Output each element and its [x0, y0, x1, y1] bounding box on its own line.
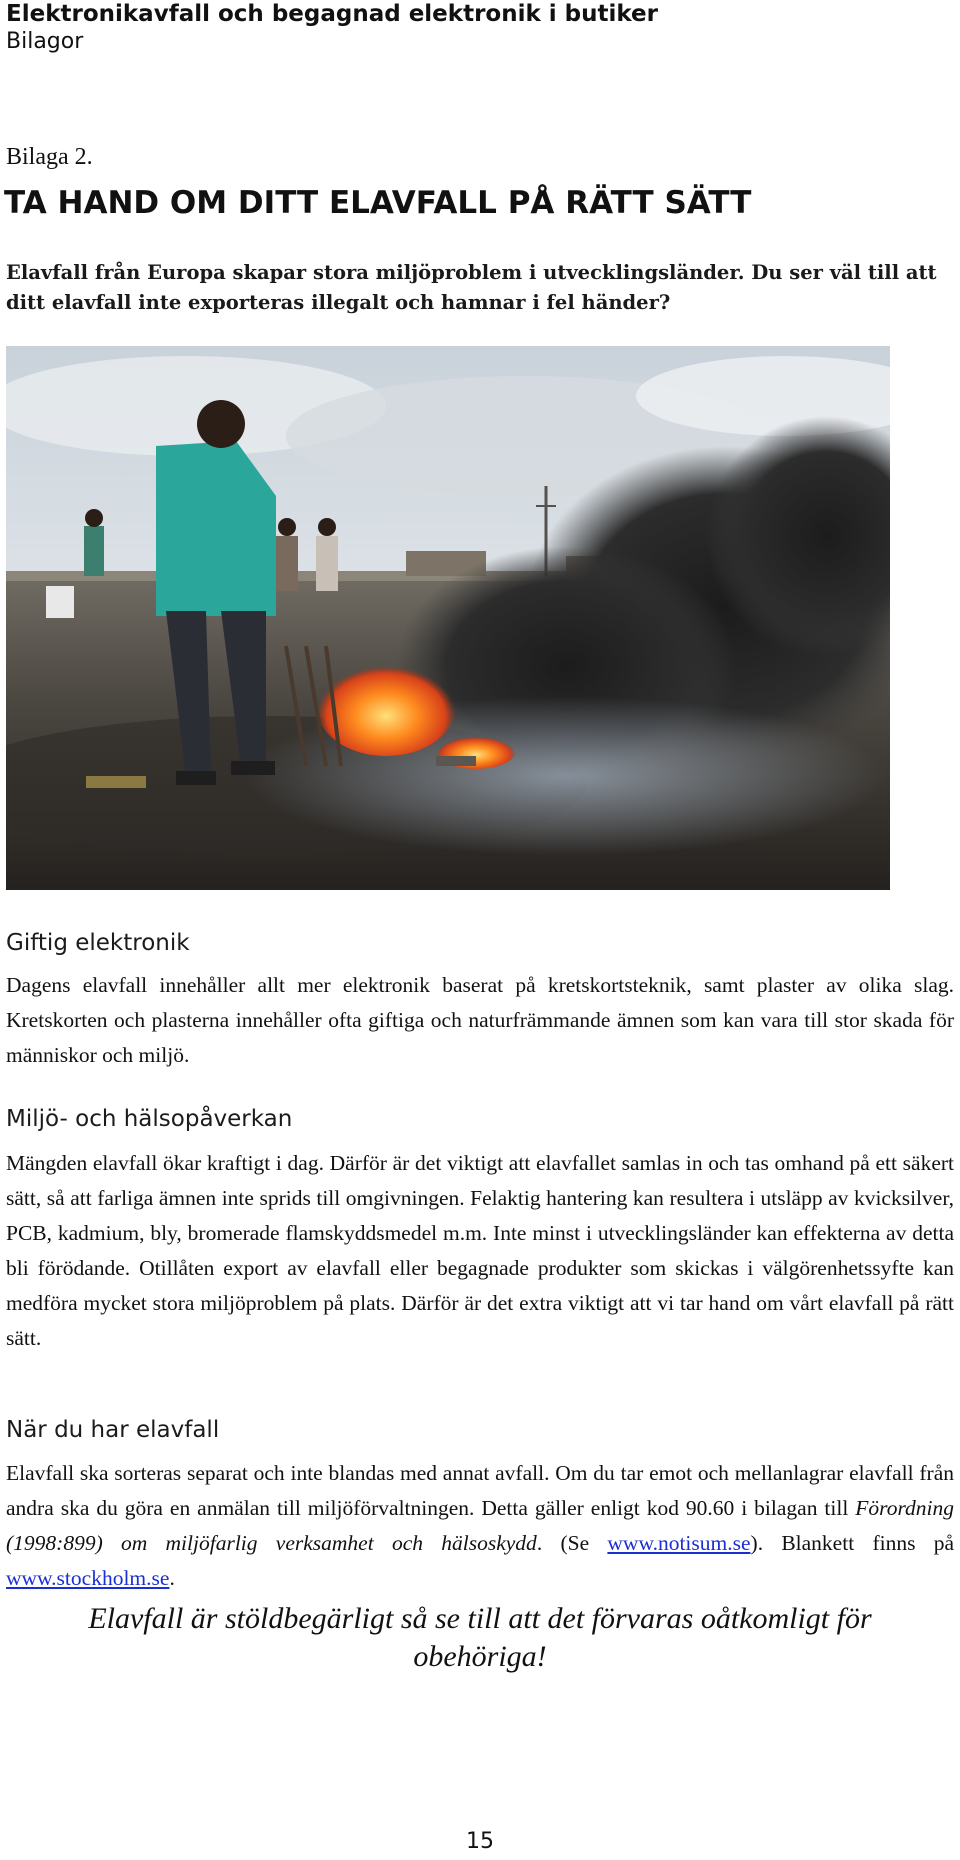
- page-number: 15: [466, 1829, 494, 1854]
- text-segment: .: [169, 1566, 175, 1590]
- text-segment: . (Se: [536, 1531, 608, 1555]
- section-heading-nar-du-har-elavfall: När du har elavfall: [6, 1417, 220, 1443]
- text-segment: Elavfall ska sorteras separat och inte blandas med annat avfall. Om du tar emot och mellanlagrar elavfall från andra ska du göra en anmälan till miljöförvaltningen. Detta gäller enligt kod 90.60 i bilagan till: [6, 1461, 954, 1520]
- section-heading-miljo-halsopaverkan: Miljö- och hälsopåverkan: [6, 1106, 293, 1132]
- main-heading: TA HAND OM DITT ELAVFALL PÅ RÄTT SÄTT: [4, 185, 752, 221]
- notisum-link[interactable]: www.notisum.se: [607, 1531, 751, 1555]
- text-segment: ). Blankett finns på: [750, 1531, 954, 1555]
- section-text-giftig-elektronik: Dagens elavfall innehåller allt mer elektronik baserat på kretskortsteknik, samt plaster av olika slag. Kretskorten och plasterna innehåller ofta giftiga och naturfrämmande ämnen som kan vara till stor skada för människor och miljö.: [6, 973, 954, 1067]
- regulation-title: Förordning (1998:899) om miljöfarlig verksamhet och hälsoskydd: [6, 1496, 954, 1555]
- appendix-label: Bilaga 2.: [6, 144, 93, 170]
- section-text-nar-du-har-elavfall: [6, 1456, 954, 1596]
- closing-warning: Elavfall är stöldbegärligt så se till att det förvaras oåtkomligt för obehöriga!: [88, 1602, 872, 1673]
- section-heading-giftig-elektronik: Giftig elektronik: [6, 930, 190, 956]
- intro-paragraph: Elavfall från Europa skapar stora miljöproblem i utvecklingsländer. Du ser väl till att ditt elavfall inte exporteras illegalt och hamnar i fel händer?: [6, 261, 937, 314]
- ewaste-burning-photo: [6, 346, 890, 890]
- document-subtitle: Bilagor: [6, 29, 84, 54]
- section-text-miljo-halsopaverkan: Mängden elavfall ökar kraftigt i dag. Därför är det viktigt att elavfallet samlas in och tas omhand på ett säkert sätt, så att farliga ämnen inte sprids till omgivningen. Felaktig hantering kan resultera i utsläpp av kvicksilver, PCB, kadmium, bly, bromerade flamskyddsmedel m.m. Inte minst i utvecklingsländer kan effekterna av detta bli förödande. Otillåten export av elavfall eller begagnade produkter som skickas i välgörenhetssyfte kan medföra mycket stora miljöproblem på plats. Därför är det extra viktigt att vi tar hand om vårt elavfall på rätt sätt.: [6, 1151, 954, 1350]
- stockholm-link[interactable]: www.stockholm.se: [6, 1566, 170, 1590]
- document-title: Elektronikavfall och begagnad elektronik i butiker: [6, 1, 658, 27]
